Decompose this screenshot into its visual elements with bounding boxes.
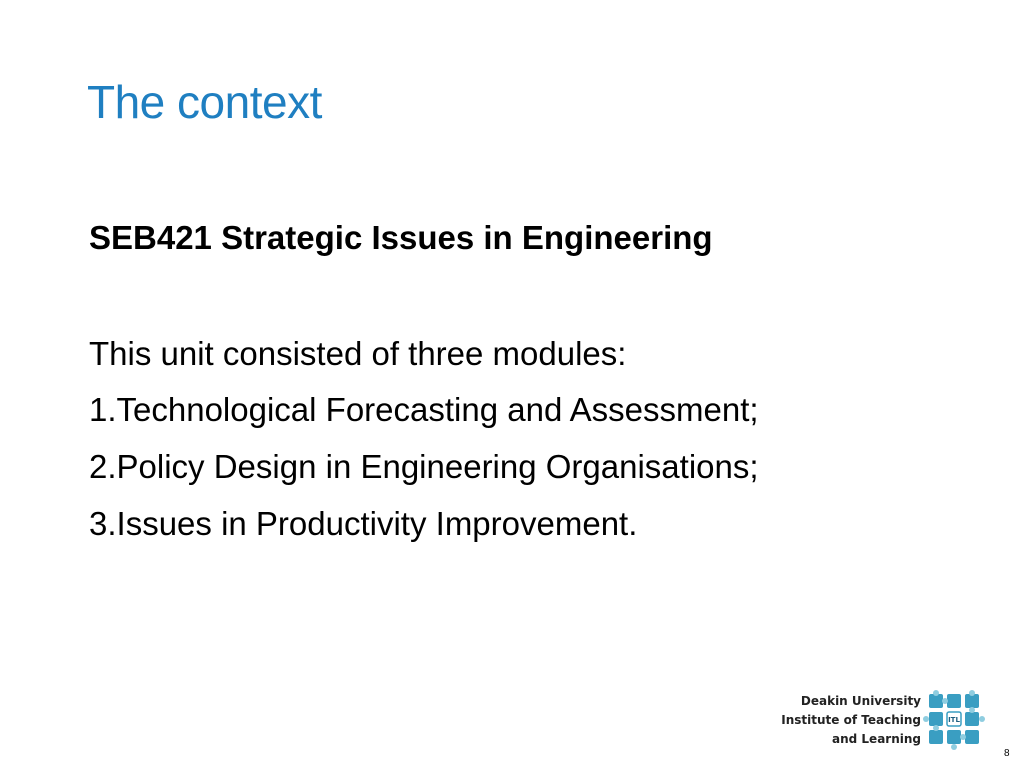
logo-line-institute: Institute of Teaching [781, 713, 921, 727]
page-number: 8 [1004, 748, 1010, 759]
logo-text [781, 692, 921, 749]
logo-line-university: Deakin University [800, 694, 921, 708]
slide-title: The context [87, 76, 322, 128]
module-item: 3.Issues in Productivity Improvement. [89, 505, 638, 542]
puzzle-icon [923, 690, 985, 752]
logo-badge: ITL [948, 716, 960, 724]
deakin-itl-logo [770, 690, 985, 754]
unit-heading: SEB421 Strategic Issues in Engineering [89, 219, 713, 256]
module-item: 2.Policy Design in Engineering Organisations; [89, 448, 759, 485]
logo-line-learning: and Learning [832, 732, 921, 746]
module-list [89, 390, 759, 561]
intro-text: This unit consisted of three modules: [89, 335, 627, 372]
module-item: 1.Technological Forecasting and Assessment; [89, 391, 759, 428]
